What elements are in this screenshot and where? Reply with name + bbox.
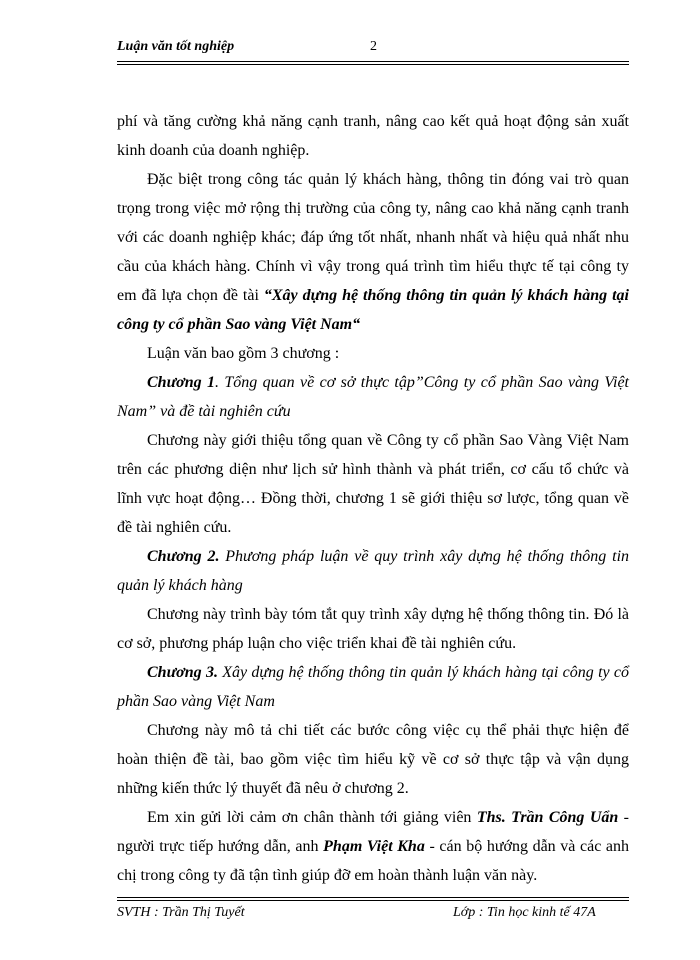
paragraph-intro [117, 165, 629, 339]
thesis-topic: “Xây dựng hệ thống thông tin quản lý khách hàng tại công ty cổ phần Sao vàng Việt Nam“ [117, 287, 630, 333]
footer-class: Lớp : Tin học kinh tế 47A [453, 905, 596, 920]
chapter-3-description: Chương này mô tả chi tiết các bước công việc cụ thể phải thực hiện để hoàn thiện đề tài, bao gồm việc tìm hiểu kỹ về cơ sở thực tập và vận dụng những kiến thức lý thuyết đã nêu ở chương 2. [117, 722, 629, 797]
chapter-2-title: Phương pháp luận về quy trình xây dựng hệ thống thông tin quản lý khách hàng [117, 548, 630, 594]
intro-text: Đặc biệt trong công tác quản lý khách hàng, thông tin đóng vai trò quan trọng trong việc mở rộng thị trường của công ty, nâng cao khả năng cạnh tranh với các doanh nghiệp khác; đáp ứng tốt nhất, nhanh nhất và hiệu quả nhất nhu cầu của khách hàng. Chính vì vậy trong quá trình tìm hiểu thực tế tại công ty em đã lựa chọn đề tài [117, 171, 629, 304]
chapter-3-title: Xây dựng hệ thống thông tin quản lý khách hàng tại công ty cổ phần Sao vàng Việt Nam [117, 664, 630, 710]
header-title: Luận văn tốt nghiệp [117, 39, 235, 54]
paragraph-continuation: phí và tăng cường khả năng cạnh tranh, nâng cao kết quả hoạt động sản xuất kinh doanh của doanh nghiệp. [117, 113, 629, 159]
chapter-2-label: Chương 2. [147, 548, 220, 565]
chapter-3-label: Chương 3. [147, 664, 218, 681]
thanks-part-2: - người trực tiếp hướng dẫn, anh [117, 809, 630, 855]
chapter-2-heading [117, 542, 629, 600]
header-rule-top [117, 61, 629, 62]
footer-rule-bottom [117, 900, 629, 901]
page-number: 2 [370, 39, 377, 54]
supervisor-name: Ths. Trần Công Uẩn [476, 809, 619, 826]
page-footer [117, 905, 629, 925]
acknowledgement [117, 803, 629, 890]
paragraph-structure: Luận văn bao gồm 3 chương : [147, 345, 340, 362]
mentor-name: Phạm Việt Kha [323, 838, 425, 855]
chapter-1-heading [117, 368, 629, 426]
footer-rule-top [117, 897, 629, 898]
chapter-1-description: Chương này giới thiệu tổng quan về Công ty cổ phần Sao Vàng Việt Nam trên các phương diện như lịch sử hình thành và phát triển, cơ cấu tổ chức và lĩnh vực hoạt động… Đồng thời, chương 1 sẽ giới thiệu sơ lược, tổng quan về đề tài nghiên cứu. [117, 432, 629, 536]
footer-student: SVTH : Trần Thị Tuyết [117, 905, 245, 920]
thanks-part-1: Em xin gửi lời cảm ơn chân thành tới giảng viên [147, 809, 477, 826]
chapter-2-description: Chương này trình bày tóm tắt quy trình xây dựng hệ thống thông tin. Đó là cơ sở, phương pháp luận cho việc triển khai đề tài nghiên cứu. [117, 606, 629, 652]
header-rule-bottom [117, 64, 629, 65]
chapter-1-title: . Tổng quan về cơ sở thực tập”Công ty cổ phần Sao vàng Việt Nam” và đề tài nghiên cứu [117, 374, 630, 420]
thanks-part-3: - cán bộ hướng dẫn và các anh chị trong công ty đã tận tình giúp đỡ em hoàn thành luận văn này. [117, 838, 630, 884]
document-body [117, 107, 629, 890]
chapter-1-label: Chương 1 [147, 374, 216, 391]
page-header [117, 38, 629, 60]
chapter-3-heading [117, 658, 629, 716]
